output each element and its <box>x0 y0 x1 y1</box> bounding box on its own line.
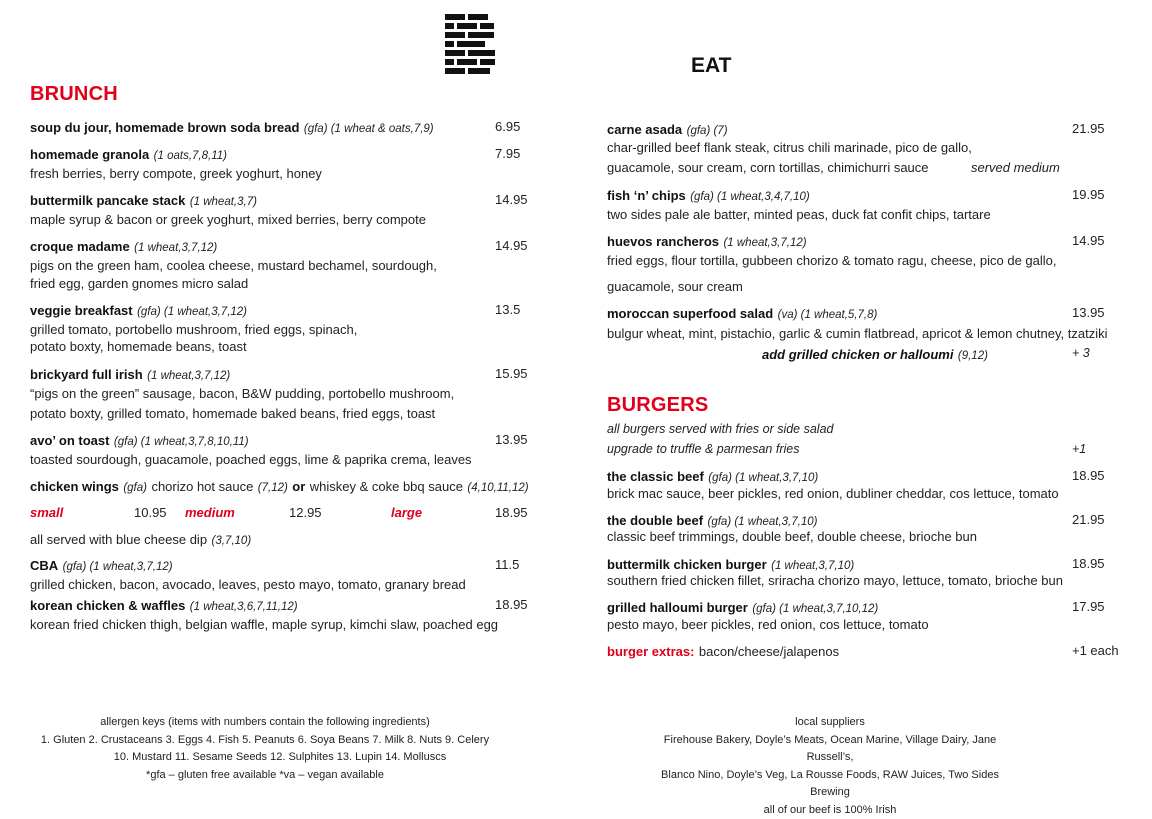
item-description: brick mac sauce, beer pickles, red onion, dubliner cheddar, cos lettuce, tomato <box>607 486 1059 501</box>
suppliers-line: Blanco Nino, Doyle’s Veg, La Rousse Foods, RAW Juices, Two Sides Brewing <box>640 767 1020 802</box>
item-name: soup du jour, homemade brown soda bread <box>30 120 299 135</box>
item-name: carne asada <box>607 122 682 137</box>
item-name: the double beef <box>607 513 703 528</box>
item-allergens: (gfa) (1 wheat,3,7,12) <box>137 306 247 318</box>
item-allergens: (1 wheat,3,7,12) <box>723 237 806 249</box>
eat-item-huevos <box>607 233 807 251</box>
brick-b-logo-icon <box>445 14 497 76</box>
allergen-legend: *gfa – gluten free available *va – vegan available <box>20 767 510 785</box>
item-description: grilled tomato, portobello mushroom, fried eggs, spinach, <box>30 322 357 337</box>
item-description: two sides pale ale batter, minted peas, duck fat confit chips, tartare <box>607 207 991 222</box>
item-name: moroccan superfood salad <box>607 306 773 321</box>
item-price: 17.95 <box>1072 599 1105 614</box>
local-suppliers <box>640 714 1020 819</box>
brunch-item-avo <box>30 432 249 450</box>
brunch-heading: BRUNCH <box>30 83 118 106</box>
item-allergens: (1 wheat,3,7,10) <box>771 560 854 572</box>
allergen-keys <box>20 714 510 784</box>
eat-item-moroccan <box>607 305 877 323</box>
item-name: chicken wings <box>30 479 119 494</box>
item-price: 18.95 <box>1072 468 1105 483</box>
item-name: the classic beef <box>607 469 704 484</box>
item-price: 13.5 <box>495 302 520 317</box>
size-small-price: 10.95 <box>134 505 167 520</box>
burger-extras <box>607 643 839 661</box>
size-small-label: small <box>30 505 63 520</box>
item-allergens: (1 wheat,3,7) <box>190 196 257 208</box>
brunch-item-wings <box>30 478 529 496</box>
item-allergens: (1 wheat,3,7,12) <box>147 370 230 382</box>
item-price: 6.95 <box>495 119 520 134</box>
item-price: 15.95 <box>495 366 528 381</box>
item-name: CBA <box>30 558 58 573</box>
burger-item-chicken <box>607 556 854 574</box>
served-medium-note: served medium <box>971 160 1060 175</box>
item-name: veggie breakfast <box>30 303 133 318</box>
item-description: fresh berries, berry compote, greek yoghurt, honey <box>30 166 322 181</box>
brunch-item-soup <box>30 119 530 137</box>
item-price: 21.95 <box>1072 512 1105 527</box>
burger-item-classic <box>607 468 818 486</box>
brunch-item-croque <box>30 238 217 256</box>
item-allergens: (gfa) (1 wheat,3,7,10,12) <box>752 603 878 615</box>
item-description: char-grilled beef flank steak, citrus chili marinade, pico de gallo, <box>607 140 972 155</box>
item-allergens: (gfa) <box>123 482 147 494</box>
item-description: maple syrup & bacon or greek yoghurt, mixed berries, berry compote <box>30 212 426 227</box>
allergen-title: allergen keys (items with numbers contain the following ingredients) <box>20 714 510 732</box>
item-allergens: (gfa) (1 wheat & oats,7,9) <box>304 123 434 135</box>
item-allergens: (9,12) <box>958 350 988 362</box>
item-description: guacamole, sour cream, corn tortillas, chimichurri sauce <box>607 160 929 175</box>
brunch-item-full-irish <box>30 366 230 384</box>
burgers-note: all burgers served with fries or side salad <box>607 422 834 436</box>
size-large-price: 18.95 <box>495 505 528 520</box>
eat-item-fish-chips <box>607 187 810 205</box>
eat-item-carne-asada <box>607 121 728 139</box>
item-name: croque madame <box>30 239 130 254</box>
item-allergens: (4,10,11,12) <box>467 482 528 494</box>
item-allergens: (gfa) (1 wheat,3,7,12) <box>63 561 173 573</box>
allergen-line: 10. Mustard 11. Sesame Seeds 12. Sulphites 13. Lupin 14. Molluscs <box>20 749 510 767</box>
item-price: 13.95 <box>1072 305 1105 320</box>
item-description: korean fried chicken thigh, belgian waffle, maple syrup, kimchi slaw, poached egg <box>30 617 498 632</box>
allergen-line: 1. Gluten 2. Crustaceans 3. Eggs 4. Fish 5. Peanuts 6. Soya Beans 7. Milk 8. Nuts 9. Celery <box>20 732 510 750</box>
item-allergens: (1 wheat,3,6,7,11,12) <box>190 601 298 613</box>
upgrade-note: upgrade to truffle & parmesan fries <box>607 442 799 456</box>
item-description: potato boxty, homemade beans, toast <box>30 339 247 354</box>
size-large-label: large <box>391 505 422 520</box>
item-allergens: (gfa) (1 wheat,3,4,7,10) <box>690 191 810 203</box>
item-description: classic beef trimmings, double beef, double cheese, brioche bun <box>607 529 977 544</box>
item-description: guacamole, sour cream <box>607 279 743 294</box>
burgers-heading: BURGERS <box>607 394 708 417</box>
wings-note <box>30 531 251 549</box>
brunch-item-veggie <box>30 302 247 320</box>
burger-item-double <box>607 512 817 530</box>
brunch-item-cba <box>30 557 173 575</box>
eat-heading: EAT <box>691 54 731 78</box>
item-allergens: (gfa) (1 wheat,3,7,10) <box>708 472 818 484</box>
item-name: brickyard full irish <box>30 367 143 382</box>
item-name: fish ‘n’ chips <box>607 188 686 203</box>
salad-addon <box>762 346 988 364</box>
item-description: southern fried chicken fillet, sriracha chorizo mayo, lettuce, tomato, brioche bun <box>607 573 1063 588</box>
or-label: or <box>292 479 305 494</box>
item-allergens: (gfa) (7) <box>687 125 728 137</box>
item-name: korean chicken & waffles <box>30 598 185 613</box>
item-price: 7.95 <box>495 146 520 161</box>
item-description: potato boxty, grilled tomato, homemade baked beans, fried eggs, toast <box>30 406 435 421</box>
size-medium-price: 12.95 <box>289 505 322 520</box>
item-name: homemade granola <box>30 147 149 162</box>
item-allergens: (7,12) <box>258 482 288 494</box>
item-name: grilled halloumi burger <box>607 600 748 615</box>
item-name: huevos rancheros <box>607 234 719 249</box>
item-price: 19.95 <box>1072 187 1105 202</box>
extras-label: burger extras: <box>607 644 694 659</box>
item-price: 18.95 <box>495 597 528 612</box>
item-allergens: (gfa) (1 wheat,3,7,8,10,11) <box>114 436 249 448</box>
item-description: fried eggs, flour tortilla, gubbeen chorizo & tomato ragu, cheese, pico de gallo, <box>607 253 1057 268</box>
suppliers-line: Firehouse Bakery, Doyle’s Meats, Ocean Marine, Village Dairy, Jane Russell’s, <box>640 732 1020 767</box>
item-name: buttermilk pancake stack <box>30 193 185 208</box>
suppliers-title: local suppliers <box>640 714 1020 732</box>
item-description: pesto mayo, beer pickles, red onion, cos lettuce, tomato <box>607 617 929 632</box>
item-allergens: (3,7,10) <box>212 535 252 547</box>
item-allergens: (va) (1 wheat,5,7,8) <box>778 309 878 321</box>
item-name: buttermilk chicken burger <box>607 557 767 572</box>
addon-price: + 3 <box>1072 346 1090 360</box>
size-medium-label: medium <box>185 505 235 520</box>
item-description: grilled chicken, bacon, avocado, leaves, pesto mayo, tomato, granary bread <box>30 577 466 592</box>
item-name: avo’ on toast <box>30 433 109 448</box>
item-price: 13.95 <box>495 432 528 447</box>
item-price: 14.95 <box>495 192 528 207</box>
item-allergens: (1 wheat,3,7,12) <box>134 242 217 254</box>
item-description: fried egg, garden gnomes micro salad <box>30 276 248 291</box>
item-price: 11.5 <box>495 557 519 572</box>
beef-note: all of our beef is 100% Irish <box>640 802 1020 819</box>
sauce-option: chorizo hot sauce <box>151 479 253 494</box>
item-price: 18.95 <box>1072 556 1105 571</box>
brunch-item-korean <box>30 597 298 615</box>
item-allergens: (1 oats,7,8,11) <box>154 150 227 162</box>
extras-price: +1 each <box>1072 643 1119 658</box>
item-allergens: (gfa) (1 wheat,3,7,10) <box>708 516 818 528</box>
item-description: toasted sourdough, guacamole, poached eggs, lime & paprika crema, leaves <box>30 452 472 467</box>
brunch-item-granola <box>30 146 227 164</box>
upgrade-price: +1 <box>1072 442 1086 456</box>
burger-item-halloumi <box>607 599 878 617</box>
wings-note-text: all served with blue cheese dip <box>30 532 207 547</box>
addon-label: add grilled chicken or halloumi <box>762 347 953 362</box>
brunch-item-pancake <box>30 192 257 210</box>
sauce-option: whiskey & coke bbq sauce <box>310 479 463 494</box>
item-price: 14.95 <box>495 238 528 253</box>
item-description: “pigs on the green” sausage, bacon, B&W pudding, portobello mushroom, <box>30 386 454 401</box>
item-price: 21.95 <box>1072 121 1105 136</box>
item-description: bulgur wheat, mint, pistachio, garlic & cumin flatbread, apricot & lemon chutney, tzatziki <box>607 326 1108 341</box>
item-description: pigs on the green ham, coolea cheese, mustard bechamel, sourdough, <box>30 258 437 273</box>
extras-list: bacon/cheese/jalapenos <box>699 644 839 659</box>
item-price: 14.95 <box>1072 233 1105 248</box>
